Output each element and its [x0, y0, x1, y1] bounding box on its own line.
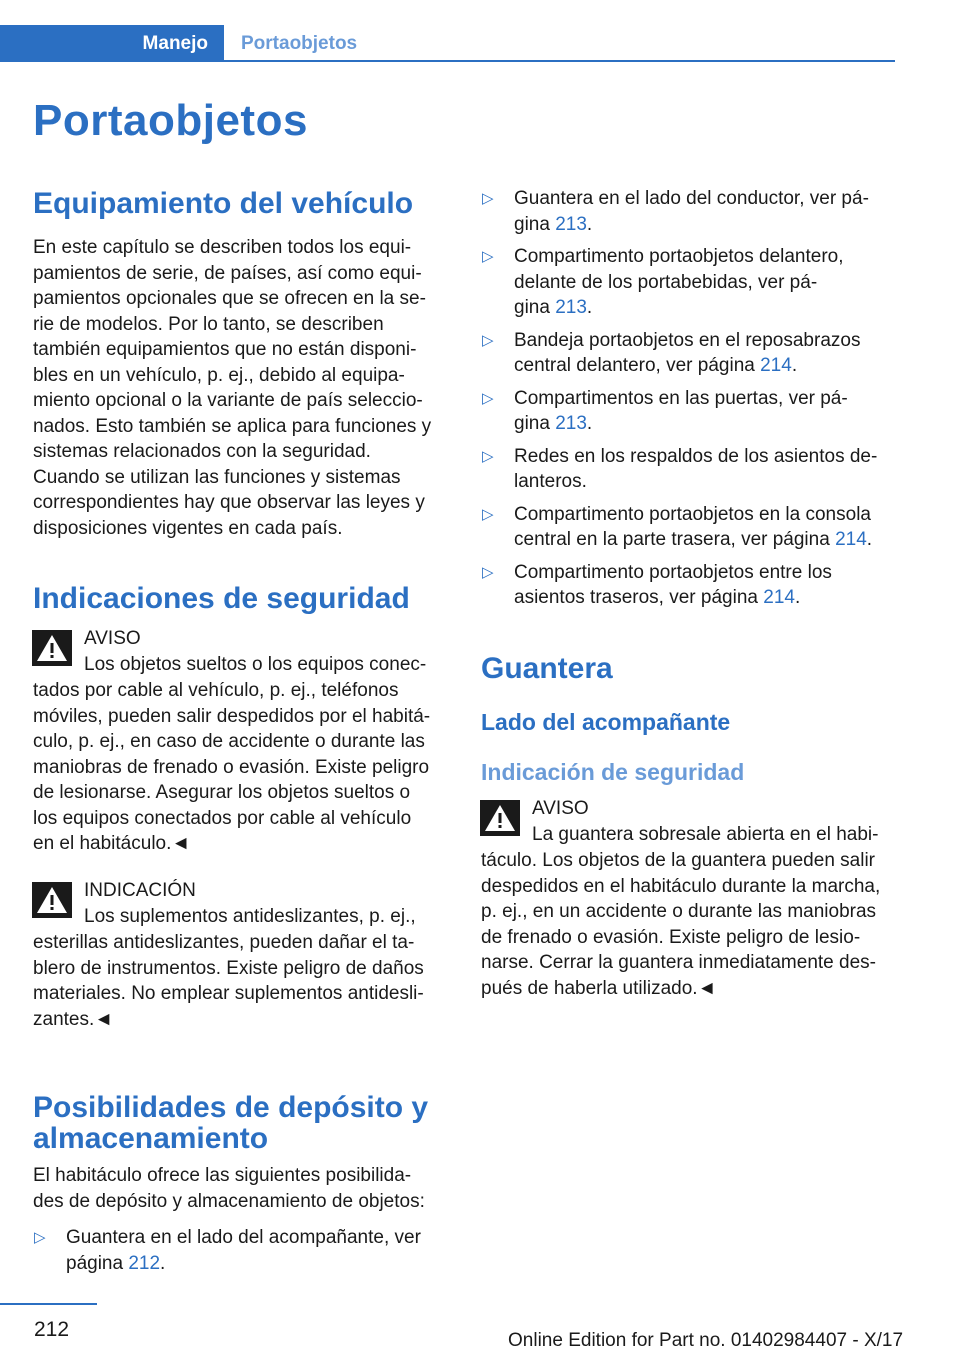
- page-link[interactable]: 213: [555, 297, 587, 318]
- warning3-body: táculo. Los objetos de la guantera pueden salir despedidos en el habitáculo durante la marcha, p. ej., en un accidente o durante las maniobras de frenado o evasión. Existe peligro de lesio- narse. Cerrar la guantera inmediatamente des- pués de haberla utilizado.◄: [481, 850, 881, 999]
- list-item: ▷ Guantera en el lado del acompañante, ver página 212.: [34, 1227, 421, 1274]
- heading-guantera: Guantera: [481, 652, 613, 685]
- header-rule: [0, 60, 895, 62]
- list-item: ▷ Redes en los respaldos de los asientos de- lanteros.: [482, 445, 878, 492]
- warning1-body: tados por cable al vehículo, p. ej., teléfonos móviles, pueden salir despedidos por el habitá- culo, p. ej., en caso de accidente o durante las maniobras de frenado o evasión. Existe peligro de lesionarse. Asegurar los objetos sueltos o los equipos conectados por cable al vehículo en el habitáculo.◄: [33, 680, 431, 854]
- warning2-title: INDICACIÓN: [84, 880, 196, 901]
- footer-edition: Online Edition for Part no. 01402984407 - X/17: [508, 1330, 904, 1351]
- warning3-first-line: La guantera sobresale abierta en el habi-: [532, 824, 879, 845]
- warning3-title: AVISO: [532, 798, 589, 819]
- list-item: ▷ Bandeja portaobjetos en el reposabrazos central delantero, ver página 214.: [482, 329, 861, 376]
- triangle-bullet-icon: ▷: [482, 248, 494, 265]
- page-link[interactable]: 214: [835, 529, 867, 550]
- warning1-title: AVISO: [84, 628, 141, 649]
- list-item: ▷ Compartimento portaobjetos delantero, delante de los portabebidas, ver pá- gina 213.: [482, 246, 844, 318]
- header-section-label: Manejo: [142, 33, 208, 54]
- storage-list-left: [33, 1225, 453, 1283]
- page-link[interactable]: 213: [555, 413, 587, 434]
- storage-intro: El habitáculo ofrece las siguientes posibilida- des de depósito y almacenamiento de objetos:: [33, 1165, 425, 1212]
- triangle-bullet-icon: ▷: [482, 190, 494, 207]
- list-item: ▷ Guantera en el lado del conductor, ver pá- gina 213.: [482, 188, 869, 235]
- page-number: 212: [34, 1318, 70, 1341]
- storage-list-right: [481, 186, 901, 618]
- triangle-bullet-icon: ▷: [482, 505, 494, 523]
- warning1-first-line: Los objetos sueltos o los equipos conec-: [84, 654, 427, 675]
- triangle-bullet-icon: ▷: [482, 389, 494, 407]
- warning-triangle-icon: [32, 882, 72, 918]
- warning2-body: esterillas antideslizantes, pueden dañar el ta- blero de instrumentos. Existe peligro de daños materiales. No emplear suplementos antidesli- zantes.◄: [33, 932, 424, 1030]
- heading-posibilidades: Posibilidades de depósito y almacenamiento: [33, 1091, 429, 1155]
- header-tab-manejo[interactable]: [0, 25, 224, 62]
- list-item: ▷ Compartimento portaobjetos en la consola central en la parte trasera, ver página 214.: [482, 503, 873, 550]
- list-item: ▷ Compartimento portaobjetos entre los asientos traseros, ver página 214.: [482, 561, 832, 608]
- page-link[interactable]: 212: [128, 1252, 161, 1274]
- heading-indicacion-seguridad: Indicación de seguridad: [481, 759, 745, 785]
- triangle-bullet-icon: ▷: [34, 1229, 46, 1246]
- list-item: ▷ Compartimentos en las puertas, ver pá- gina 213.: [482, 387, 848, 434]
- heading-equipamiento: Equipamiento del vehículo: [33, 187, 414, 220]
- heading-lado-acompanante: Lado del acompañante: [481, 709, 731, 735]
- header-tab-portaobjetos[interactable]: Portaobjetos: [241, 33, 358, 54]
- page-link[interactable]: 213: [555, 213, 587, 235]
- page-title: Portaobjetos: [33, 96, 308, 145]
- heading-indicaciones: Indicaciones de seguridad: [33, 582, 410, 615]
- triangle-bullet-icon: ▷: [482, 331, 494, 349]
- warning-triangle-icon: [32, 630, 72, 666]
- warning-triangle-icon: [480, 800, 520, 836]
- warning2-first-line: Los suplementos antideslizantes, p. ej.,: [84, 906, 416, 927]
- equip-paragraph: En este capítulo se describen todos los equi- pamientos de serie, de países, así como equi- pamientos opcionales que se ofrecen en la se- rie de modelos. Por lo tanto, se describen también equipamientos que no están disponi- bles en un vehículo, p. ej., debido al equipa- miento opcional o la variante de país seleccio- nados. Esto también se aplica para funciones y sistemas relacionados con la seguridad. Cuando se utilizan las funciones y sistemas correspondientes hay que observar las leyes y disposiciones vigentes en cada país.: [33, 237, 432, 539]
- page-link[interactable]: 214: [760, 355, 792, 376]
- triangle-bullet-icon: ▷: [482, 447, 494, 465]
- page-link[interactable]: 214: [763, 587, 795, 608]
- triangle-bullet-icon: ▷: [482, 563, 494, 581]
- footer-rule: [0, 1303, 97, 1305]
